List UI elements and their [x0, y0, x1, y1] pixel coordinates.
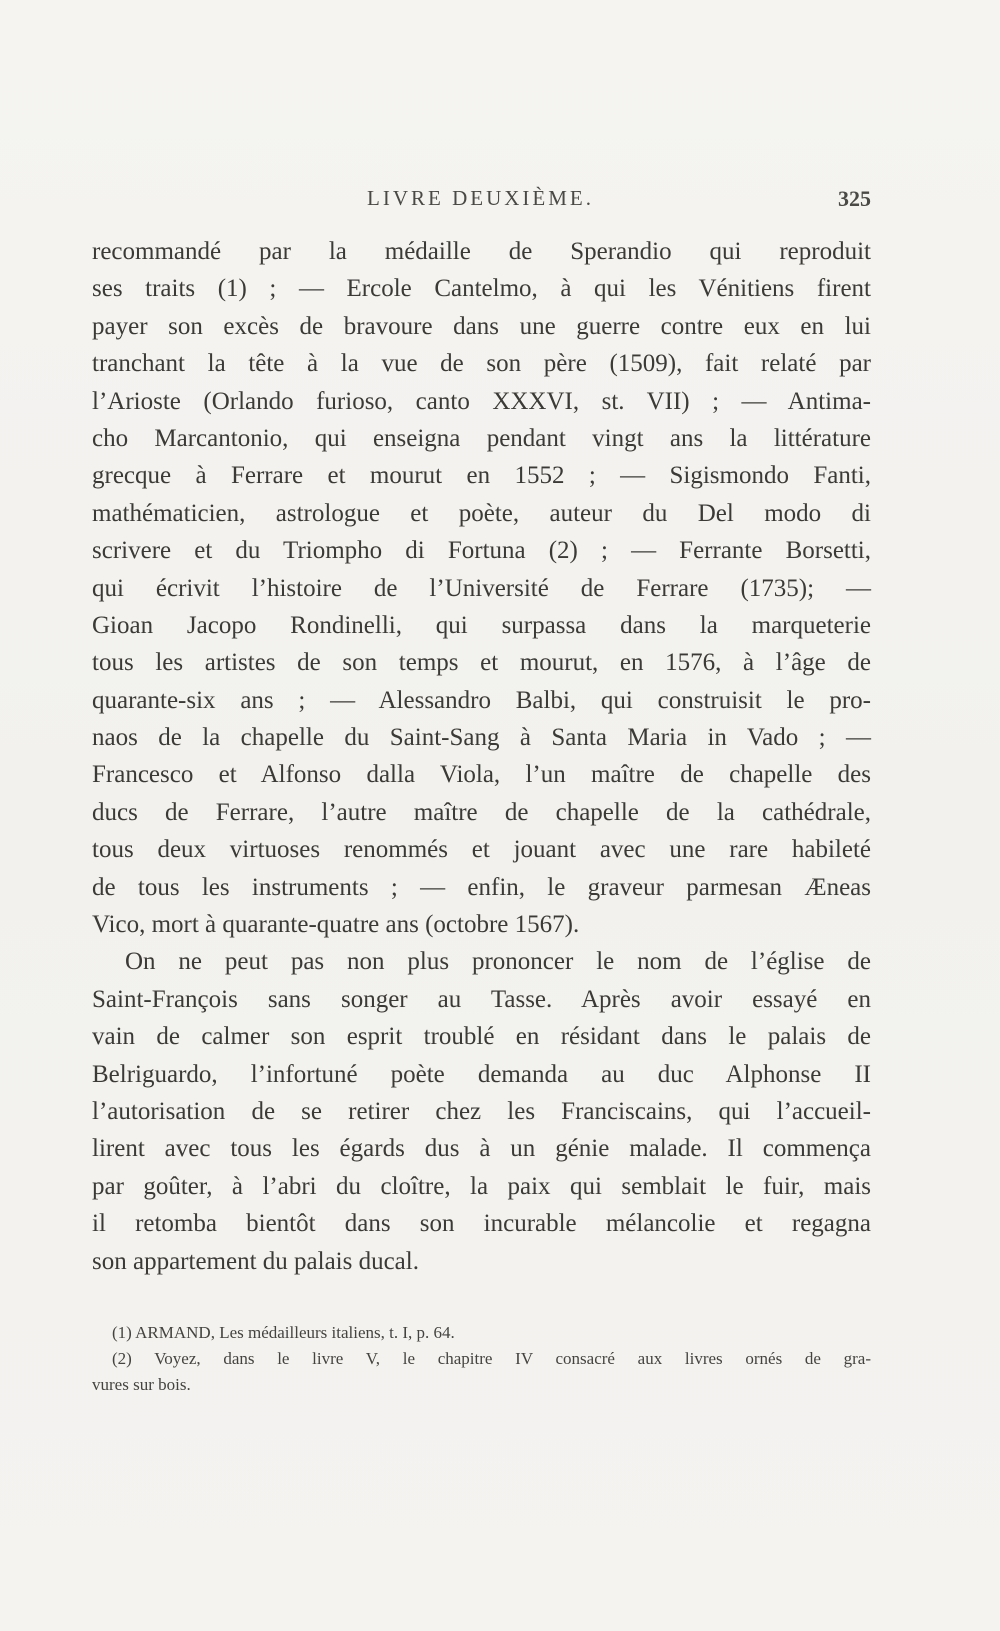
text-line: quarante-six ans ; — Alessandro Balbi, qui construisit le pro- — [92, 686, 871, 714]
footnotes — [92, 1320, 871, 1398]
text-line: l’autorisation de se retirer chez les Franciscains, qui l’accueil- — [92, 1097, 871, 1125]
text-line: tous deux virtuoses renommés et jouant avec une rare habileté — [92, 836, 871, 864]
text-line: ducs de Ferrare, l’autre maître de chapelle de la cathédrale, — [92, 798, 871, 826]
text-line: Belriguardo, l’infortuné poète demanda au duc Alphonse II — [92, 1060, 871, 1088]
text-line: cho Marcantonio, qui enseigna pendant vingt ans la littérature — [92, 424, 871, 452]
text-line: Gioan Jacopo Rondinelli, qui surpassa dans la marqueterie — [92, 611, 871, 639]
text-line: recommandé par la médaille de Sperandio qui reproduit — [92, 238, 871, 265]
text-line: naos de la chapelle du Saint-Sang à Santa Maria in Vado ; — — [92, 724, 871, 752]
footnote-line: (2) Voyez, dans le livre V, le chapitre IV consacré aux livres ornés de gra- — [112, 1349, 871, 1368]
text-line: vain de calmer son esprit troublé en résidant dans le palais de — [92, 1023, 871, 1051]
text-line: On ne peut pas non plus prononcer le nom de l’église de — [125, 948, 871, 976]
text-line: Vico, mort à quarante-quatre ans (octobre 1567). — [92, 911, 580, 939]
text-line: scrivere et du Triompho di Fortuna (2) ; — Ferrante Borsetti, — [92, 537, 871, 565]
text-line: tous les artistes de son temps et mourut, en 1576, à l’âge de — [92, 649, 871, 677]
text-line: tranchant la tête à la vue de son père (1509), fait relaté par — [92, 350, 871, 378]
text-line: il retomba bientôt dans son incurable mélancolie et regagna — [92, 1210, 871, 1238]
running-header — [90, 186, 871, 216]
text-line: mathématicien, astrologue et poète, auteur du Del modo di — [92, 499, 871, 527]
page-number: 325 — [838, 186, 871, 211]
text-line: grecque à Ferrare et mourut en 1552 ; — Sigismondo Fanti, — [92, 462, 871, 490]
footnote-line: vures sur bois. — [92, 1375, 191, 1394]
text-line: qui écrivit l’histoire de l’Université de Ferrare (1735); — — [92, 574, 871, 602]
footnote-line: (1) ARMAND, Les médailleurs italiens, t. I, p. 64. — [112, 1323, 455, 1342]
running-title: LIVRE DEUXIÈME. — [367, 186, 594, 210]
text-line: de tous les instruments ; — enfin, le graveur parmesan Æneas — [92, 873, 871, 901]
text-line: par goûter, à l’abri du cloître, la paix qui semblait le fuir, mais — [92, 1172, 871, 1200]
text-line: Saint-François sans songer au Tasse. Après avoir essayé en — [92, 985, 871, 1013]
text-line: l’Arioste (Orlando furioso, canto XXXVI, st. VII) ; — Antima- — [92, 387, 871, 415]
text-line: ses traits (1) ; — Ercole Cantelmo, à qui les Vénitiens firent — [92, 275, 871, 303]
text-line: lirent avec tous les égards dus à un génie malade. Il commença — [92, 1135, 871, 1163]
text-line: payer son excès de bravoure dans une guerre contre eux en lui — [92, 312, 871, 340]
body-text — [92, 233, 871, 1280]
text-line: son appartement du palais ducal. — [92, 1247, 419, 1275]
text-line: Francesco et Alfonso dalla Viola, l’un maître de chapelle des — [92, 761, 871, 789]
